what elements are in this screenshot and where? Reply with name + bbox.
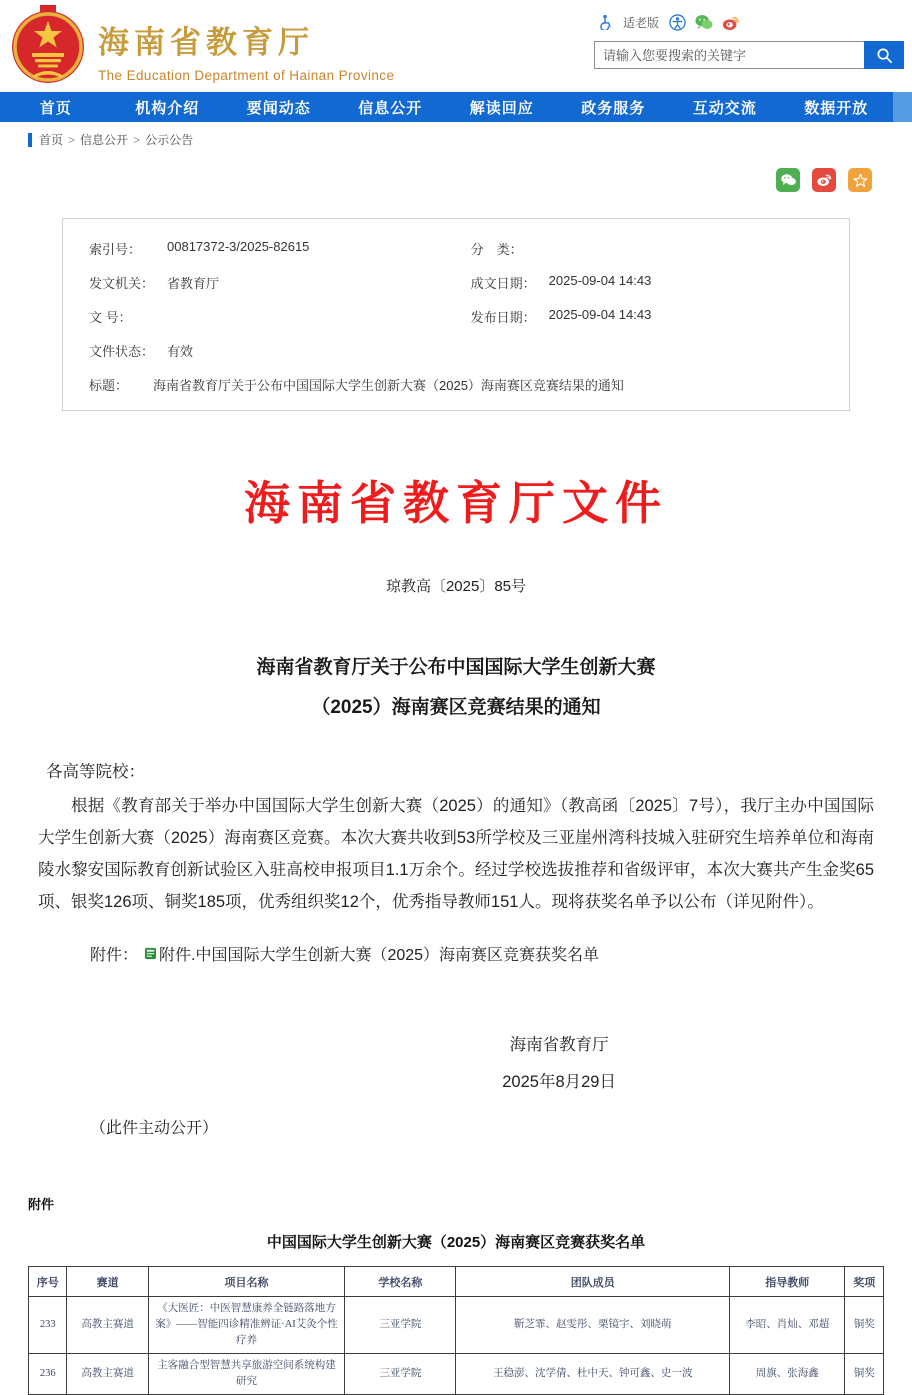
salutation: 各高等院校： (46, 763, 145, 781)
attachment-link[interactable]: 附件.中国国际大学生创新大赛（2025）海南赛区竞赛获奖名单 (159, 947, 600, 964)
favorite-star-icon[interactable] (848, 168, 872, 192)
cell-school: 三亚学院 (345, 1354, 456, 1395)
brand (10, 5, 394, 85)
award-table-header-row (29, 1267, 884, 1297)
national-emblem-logo (10, 5, 86, 85)
site-header (0, 0, 912, 92)
cell-school: 三亚学院 (345, 1297, 456, 1354)
wheelchair-icon[interactable] (596, 13, 614, 31)
cell-project: 《大医匠：中医智慧康养全链路落地方案》——智能四诊精准辨证·AI艾灸个性疗养 (148, 1297, 345, 1354)
meta-value-written-date: 2025-09-04 14:43 (548, 273, 652, 288)
breadcrumb-bar (28, 133, 32, 147)
nav-corner-decoration (893, 92, 912, 122)
elder-version-link[interactable]: 适老版 (623, 15, 660, 30)
nav-item-interpretation[interactable]: 解读回应 (469, 99, 534, 117)
appendix-section (0, 1194, 912, 1395)
cell-team: 王稳澎、沈学倩、杜中天、钟可鑫、史一波 (456, 1354, 730, 1395)
nav-item-news[interactable]: 要闻动态 (246, 99, 311, 117)
wechat-icon[interactable] (695, 13, 713, 31)
cell-award: 铜奖 (845, 1297, 884, 1354)
meta-value-status: 有效 (167, 344, 194, 359)
meta-label-status: 文件状态： (89, 344, 155, 359)
meta-row (89, 341, 823, 360)
column-header-school: 学校名称 (345, 1267, 456, 1297)
meta-label-written-date: 成文日期： (470, 276, 536, 291)
meta-row (89, 239, 823, 258)
site-title: 海南省教育厅 (98, 25, 314, 60)
wechat-share-icon[interactable] (776, 168, 800, 192)
column-header-track: 赛道 (67, 1267, 148, 1297)
body-paragraph: 根据《教育部关于举办中国国际大学生创新大赛（2025）的通知》（教高函〔2025〕7号），我厅主办中国国际大学生创新大赛（2025）海南赛区竞赛。本次大赛共收到53所学校及三亚崖州湾科技城入驻研究生培养单位和海南陵水黎安国际教育创新试验区入驻高校申报项目1.1万余个。经过学校选拔推荐和省级评审，本次大赛共产生金奖65项、银奖126项、铜奖185项，优秀组织奖12个，优秀指导教师151人。现将获奖名单予以公布（详见附件）。 (38, 797, 874, 911)
nav-item-open-data[interactable]: 数据开放 (804, 99, 869, 117)
nav-item-interaction[interactable]: 互动交流 (692, 99, 757, 117)
appendix-label: 附件 (28, 1197, 55, 1212)
document-red-heading: 海南省教育厅文件 (244, 477, 668, 529)
search-bar (594, 41, 904, 69)
cell-project: 主客融合型智慧共享旅游空间系统构建研究 (148, 1354, 345, 1395)
column-header-advisor: 指导教师 (730, 1267, 845, 1297)
quick-links (594, 12, 904, 32)
column-header-project: 项目名称 (148, 1267, 345, 1297)
sign-date: 2025年8月29日 (502, 1073, 616, 1091)
breadcrumb-separator: > (133, 132, 141, 147)
breadcrumb (28, 131, 912, 148)
search-input[interactable] (594, 41, 864, 69)
table-row (29, 1297, 884, 1354)
cell-advisors: 周旗、张海鑫 (730, 1354, 845, 1395)
doc-file-icon (144, 947, 157, 960)
cell-no: 236 (29, 1354, 67, 1395)
search-icon (876, 47, 893, 64)
site-title-english: The Education Department of Hainan Province (98, 68, 395, 83)
cell-track: 高教主赛道 (67, 1354, 148, 1395)
meta-row (89, 307, 823, 326)
accessibility-person-icon[interactable] (668, 13, 686, 31)
publicity-note: （此件主动公开） (90, 1120, 219, 1137)
meta-label-title: 标题： (89, 378, 129, 393)
cell-no: 233 (29, 1297, 67, 1354)
header-right (594, 12, 904, 69)
meta-label-index: 索引号： (89, 242, 142, 257)
search-button[interactable] (864, 41, 904, 69)
meta-value-title: 海南省教育厅关于公布中国国际大学生创新大赛（2025）海南赛区竞赛结果的通知 (153, 378, 624, 393)
brand-text (98, 7, 394, 83)
award-table (28, 1266, 884, 1395)
nav-item-info-disclosure[interactable]: 信息公开 (358, 99, 423, 117)
document-title-line2: （2025）海南赛区竞赛结果的通知 (311, 697, 601, 718)
table-row (29, 1354, 884, 1395)
column-header-no: 序号 (29, 1267, 67, 1297)
meta-value-issuer: 省教育厅 (167, 276, 220, 291)
meta-row (89, 375, 823, 394)
document-number: 琼教高〔2025〕85号 (385, 578, 527, 595)
document-body (0, 758, 912, 1138)
nav-item-home[interactable]: 首页 (39, 99, 72, 117)
attachment-line (90, 942, 874, 965)
cell-advisors: 李昭、肖灿、邓超 (730, 1297, 845, 1354)
breadcrumb-home[interactable]: 首页 (39, 133, 64, 147)
weibo-share-icon[interactable] (812, 168, 836, 192)
column-header-award: 奖项 (845, 1267, 884, 1297)
nav-item-about[interactable]: 机构介绍 (135, 99, 200, 117)
cell-track: 高教主赛道 (67, 1297, 148, 1354)
document-meta-box (62, 218, 850, 411)
weibo-icon[interactable] (722, 13, 740, 31)
column-header-team: 团队成员 (456, 1267, 730, 1297)
meta-label-category: 分 类： (470, 242, 523, 257)
meta-label-publish-date: 发布日期： (470, 310, 536, 325)
document-title (0, 648, 912, 728)
signature-block (502, 1027, 616, 1101)
breadcrumb-separator: > (68, 132, 76, 147)
share-row (0, 168, 872, 192)
meta-value-index: 00817372-3/2025-82615 (167, 239, 310, 254)
nav-item-services[interactable]: 政务服务 (581, 99, 646, 117)
signer-name: 海南省教育厅 (509, 1036, 609, 1054)
meta-value-publish-date: 2025-09-04 14:43 (548, 307, 652, 322)
meta-label-doc-number: 文 号： (89, 310, 132, 325)
attachment-label: 附件： (90, 947, 139, 964)
main-nav (0, 92, 912, 122)
breadcrumb-info-disclosure[interactable]: 信息公开 (80, 133, 129, 147)
meta-label-issuer: 发文机关： (89, 276, 155, 291)
appendix-table-title: 中国国际大学生创新大赛（2025）海南赛区竞赛获奖名单 (266, 1234, 646, 1251)
cell-award: 铜奖 (845, 1354, 884, 1395)
breadcrumb-announcements[interactable]: 公示公告 (145, 133, 194, 147)
meta-row (89, 273, 823, 292)
document-title-line1: 海南省教育厅关于公布中国国际大学生创新大赛 (256, 657, 656, 678)
cell-team: 靳芝霏、赵雯彤、栗镜宇、刘晓萌 (456, 1297, 730, 1354)
